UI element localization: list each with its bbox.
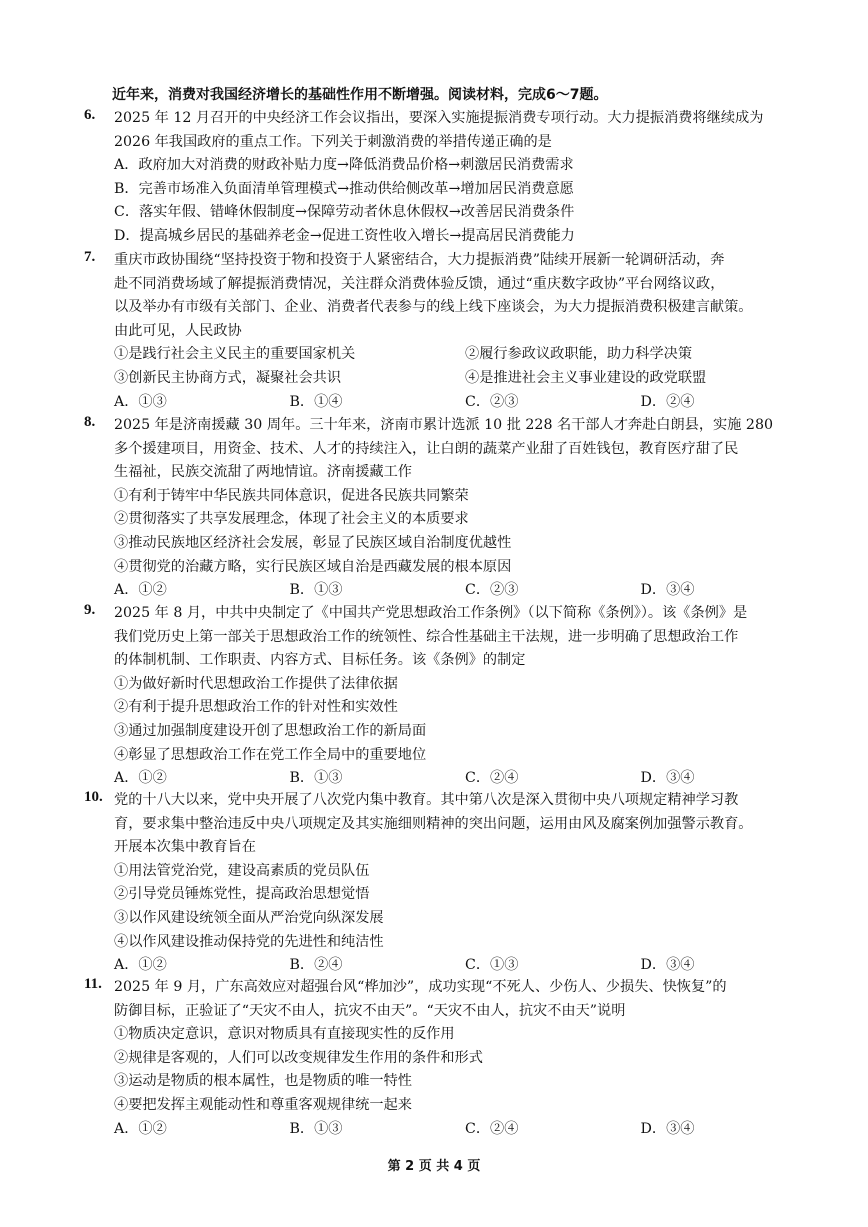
question-11 [84, 976, 816, 1141]
question-stem: 开展本次集中教育旨在 [114, 839, 256, 856]
option-a: A．①② [114, 1120, 167, 1137]
statement-1: ①是践行社会主义民主的重要国家机关 [114, 346, 356, 363]
options-row [114, 579, 816, 603]
statement-row [114, 367, 816, 391]
question-9 [84, 602, 816, 791]
statement-4: ④贯彻党的治藏方略，实行民族区域自治是西藏发展的根本原因 [114, 558, 512, 575]
question-6 [84, 107, 816, 249]
statement-3: ③运动是物质的根本属性，也是物质的唯一特性 [114, 1073, 412, 1090]
option-c: C．②③ [465, 393, 519, 410]
statement-1: ①用法管党治党，建设高素质的党员队伍 [114, 862, 370, 879]
option-d: D．提高城乡居民的基础养老金→促进工资性收入增长→提高居民消费能力 [114, 227, 575, 244]
option-d: D．③④ [640, 1120, 695, 1137]
option-a: A．①② [114, 770, 167, 787]
question-number: 10. [84, 789, 103, 805]
option-c: C．②④ [465, 1120, 519, 1137]
question-stem: 我们党历史上第一部关于思想政治工作的统领性、综合性基础主干法规，进一步明确了思想政治工作 [114, 628, 739, 645]
statement-3: ③通过加强制度建设开创了思想政治工作的新局面 [114, 722, 427, 739]
statement-4: ④是推进社会主义事业建设的政党联盟 [465, 369, 707, 386]
statement-1: ①为做好新时代思想政治工作提供了法律依据 [114, 675, 398, 692]
option-a: A．①② [114, 957, 167, 974]
option-d: D．③④ [640, 582, 695, 599]
question-stem: 党的十八大以来，党中央开展了八次党内集中教育。其中第八次是深入贯彻中央八项规定精神学习教 [114, 792, 739, 808]
statement-3: ③创新民主协商方式，凝聚社会共识 [114, 369, 342, 386]
option-b: B．完善市场准入负面清单管理模式→推动供给侧改革→增加居民消费意愿 [114, 180, 574, 197]
question-stem: 以及举办有市级有关部门、企业、消费者代表参与的线上线下座谈会，为大力提振消费积极建言献策。 [114, 299, 753, 316]
option-b: B．②④ [289, 957, 343, 974]
statement-2: ②贯彻落实了共享发展理念，体现了社会主义的本质要求 [114, 511, 469, 528]
option-b: B．①③ [289, 770, 343, 787]
option-a: A．①③ [114, 393, 167, 410]
page-number-footer: 第 2 页 共 4 页 [387, 1159, 481, 1174]
option-c: C．落实年假、错峰休假制度→保障劳动者休息休假权→改善居民消费条件 [114, 204, 575, 221]
option-c: C．②④ [465, 770, 519, 787]
statement-2: ②有利于提升思想政治工作的针对性和实效性 [114, 699, 398, 716]
options-row [114, 767, 816, 791]
question-7 [84, 249, 816, 414]
question-stem: 育，要求集中整治违反中央八项规定及其实施细则精神的突出问题，运用由风及腐案例加强警示教育。 [114, 815, 753, 832]
option-c: C．②③ [465, 582, 519, 599]
option-b: B．①③ [289, 582, 343, 599]
question-10 [84, 789, 816, 978]
question-stem: 2025 年 9 月，广东高效应对超强台风“桦加沙”，成功实现“不死人、少伤人、少损失、快恢复”的 [114, 979, 727, 995]
statement-1: ①物质决定意识，意识对物质具有直接现实性的反作用 [114, 1026, 455, 1043]
statement-4: ④以作风建设推动保持党的先进性和纯洁性 [114, 933, 384, 950]
question-8 [84, 414, 816, 603]
options-row [114, 391, 816, 415]
question-stem: 重庆市政协围绕“坚持投资于物和投资于人紧密结合，大力提振消费”陆续开展新一轮调研活动，奔 [114, 252, 725, 268]
reading-intro: 近年来，消费对我国经济增长的基础性作用不断增强。阅读材料，完成6～7题。 [112, 87, 608, 103]
option-b: B．①③ [289, 1120, 343, 1137]
option-b: B．①④ [289, 393, 343, 410]
options-row [114, 954, 816, 978]
option-a: A．政府加大对消费的财政补贴力度→降低消费品价格→刺激居民消费需求 [114, 157, 574, 174]
option-d: D．②④ [640, 393, 695, 410]
question-stem: 赴不同消费场域了解提振消费情况，关注群众消费体验反馈，通过“重庆数字政协”平台网络议政， [114, 275, 725, 292]
statement-4: ④彰显了思想政治工作在党工作全局中的重要地位 [114, 746, 427, 763]
question-number: 7. [84, 249, 96, 265]
options-row [114, 1118, 816, 1142]
question-stem: 多个援建项目，用资金、技术、人才的持续注入，让白朗的蔬菜产业甜了百姓钱包，教育医疗甜了民 [114, 440, 739, 457]
question-stem: 防御目标，正验证了“天灾不由人，抗灾不由天”。“天灾不由人，抗灾不由天”说明 [114, 1002, 626, 1019]
statement-1: ①有利于铸牢中华民族共同体意识，促进各民族共同繁荣 [114, 487, 469, 504]
question-stem: 由此可见，人民政协 [114, 322, 242, 339]
option-d: D．③④ [640, 957, 695, 974]
statement-2: ②规律是客观的，人们可以改变规律发生作用的条件和形式 [114, 1049, 483, 1066]
statement-2: ②履行参政议政职能，助力科学决策 [465, 346, 693, 363]
question-stem: 2025 年是济南援藏 30 周年。三十年来，济南市累计选派 10 批 228 名干部人才奔赴白朗县，实施 280 [114, 417, 774, 433]
question-stem: 生福祉，民族交流甜了两地情谊。济南援藏工作 [114, 464, 412, 481]
question-stem: 2025 年 12 月召开的中央经济工作会议指出，要深入实施提振消费专项行动。大力提振消费将继续成为 [114, 110, 764, 126]
option-d: D．③④ [640, 770, 695, 787]
statement-2: ②引导党员锤炼党性，提高政治思想觉悟 [114, 886, 370, 903]
question-number: 9. [84, 602, 96, 618]
question-stem: 2025 年 8 月，中共中央制定了《中国共产党思想政治工作条例》（以下简称《条例》）。该《条例》是 [114, 605, 748, 621]
option-a: A．①② [114, 582, 167, 599]
statement-4: ④要把发挥主观能动性和尊重客观规律统一起来 [114, 1096, 412, 1113]
question-number: 11. [84, 976, 102, 992]
question-number: 6. [84, 107, 96, 123]
question-stem: 的体制机制、工作职责、内容方式、目标任务。该《条例》的制定 [114, 652, 526, 669]
option-c: C．①③ [465, 957, 519, 974]
question-number: 8. [84, 414, 96, 430]
question-stem: 2026 年我国政府的重点工作。下列关于刺激消费的举措传递正确的是 [114, 133, 552, 150]
statement-3: ③以作风建设统领全面从严治党向纵深发展 [114, 909, 384, 926]
statement-3: ③推动民族地区经济社会发展，彰显了民族区域自治制度优越性 [114, 534, 512, 551]
statement-row [114, 343, 816, 367]
